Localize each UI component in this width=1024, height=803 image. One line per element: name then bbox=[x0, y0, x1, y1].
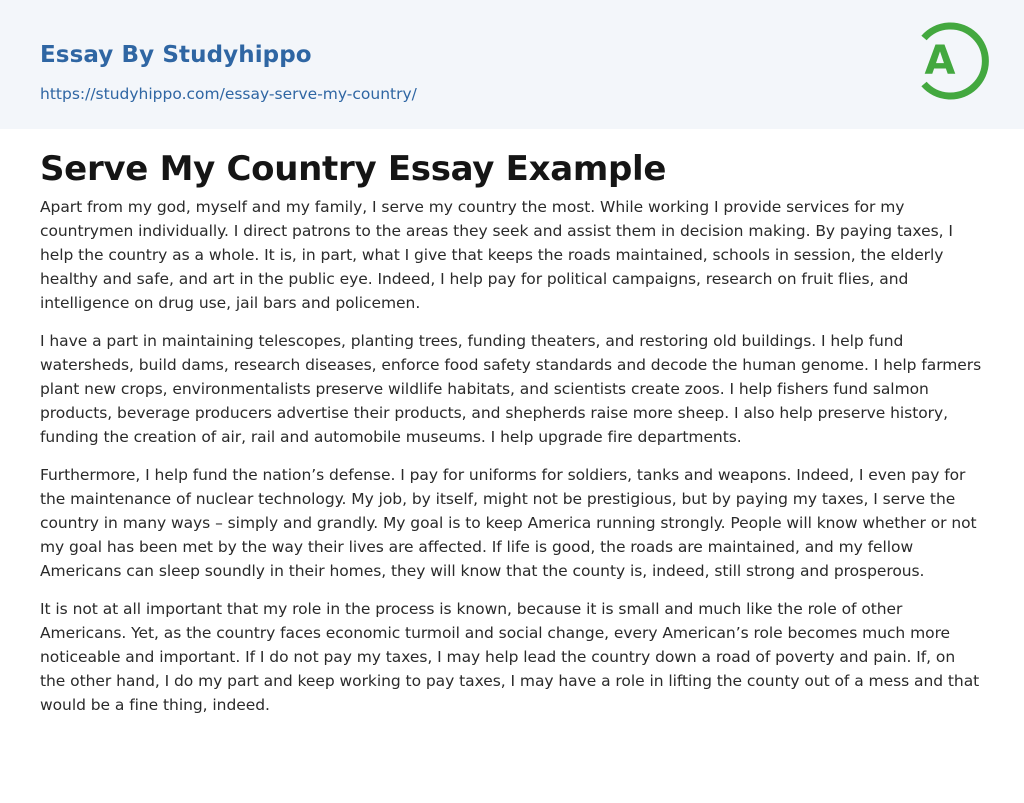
page-url[interactable]: https://studyhippo.com/essay-serve-my-country/ bbox=[40, 85, 417, 103]
page-title: Serve My Country Essay Example bbox=[40, 149, 667, 189]
essay-paragraph: Furthermore, I help fund the nation’s defense. I pay for uniforms for soldiers, tanks and weapons. Indeed, I even pay for the maintenance of nuclear technology. My job, by itself, might not be prestigious, but by paying my taxes, I serve the country in many ways – simply and grandly. My goal is to keep America running strongly. People will know whether or not my goal has been met by the way their lives are affected. If life is good, the roads are maintained, and my fellow Americans can sleep soundly in their homes, they will know that the county is, indeed, still strong and prosperous. bbox=[40, 466, 977, 580]
site-header bbox=[0, 0, 1024, 129]
essay-paragraph: It is not at all important that my role in the process is known, because it is small and much like the role of other Americans. Yet, as the country faces economic turmoil and social change, every American’s role becomes much more noticeable and important. If I do not pay my taxes, I may help lead the country down a road of poverty and pain. If, on the other hand, I do my part and keep working to pay taxes, I may have a role in lifting the county out of a mess and that would be a fine thing, indeed. bbox=[40, 600, 980, 714]
article bbox=[0, 147, 1024, 717]
logo-letter: A bbox=[924, 38, 956, 84]
essay-paragraph: Apart from my god, myself and my family, I serve my country the most. While working I provide services for my countrymen individually. I direct patrons to the areas they seek and assist them in decision making. By paying taxes, I help the country as a whole. It is, in part, what I give that keeps the roads maintained, schools in session, the elderly healthy and safe, and art in the public eye. Indeed, I help pay for political campaigns, research on fruit flies, and intelligence on drug use, jail bars and policemen. bbox=[40, 198, 953, 312]
studyhippo-logo-icon[interactable] bbox=[905, 18, 991, 104]
site-brand[interactable]: Essay By Studyhippo bbox=[40, 42, 312, 68]
essay-paragraph: I have a part in maintaining telescopes, planting trees, funding theaters, and restoring old buildings. I help fund watersheds, build dams, research diseases, enforce food safety standards and decode the human genome. I help farmers plant new crops, environmentalists preserve wildlife habitats, and scientists create zoos. I help fishers fund salmon products, beverage producers advertise their products, and shepherds raise more sheep. I also help preserve history, funding the creation of air, rail and automobile museums. I help upgrade fire departments. bbox=[40, 332, 982, 446]
